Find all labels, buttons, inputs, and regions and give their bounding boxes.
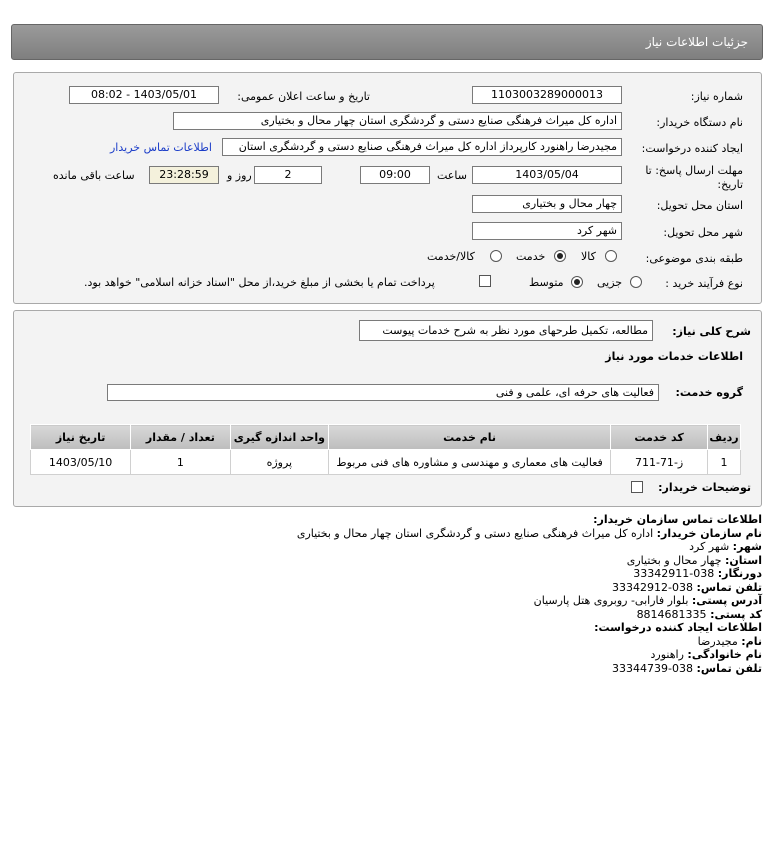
cell-name: فعالیت های معماری و مهندسی و مشاوره های فنی مربوط: [329, 450, 611, 475]
category-label: طبقه بندی موضوعی:: [645, 252, 743, 265]
col-code: کد خدمت: [611, 425, 708, 450]
deadline-time-field[interactable]: 09:00: [360, 166, 430, 184]
services-table: [30, 424, 741, 475]
creator-name-value: مجیدرضا: [697, 634, 738, 648]
col-qty: تعداد / مقدار: [131, 425, 230, 450]
need-number-label: شماره نیاز:: [690, 90, 743, 103]
creator-family-value: راهنورد: [650, 648, 684, 661]
services-heading: اطلاعات خدمات مورد نیاز: [605, 350, 743, 363]
cell-unit: پروژه: [230, 450, 328, 475]
contact-city-value: شهر کرد: [689, 540, 730, 553]
treasury-payment-checkbox[interactable]: [479, 275, 491, 287]
contact-org-label: نام سازمان خریدار:: [656, 526, 762, 540]
service-group-label: گروه خدمت:: [675, 386, 743, 399]
contact-fax-label: دورنگار:: [717, 567, 762, 580]
buyer-contact-link[interactable]: اطلاعات تماس خریدار: [110, 141, 212, 154]
contact-province-label: استان:: [725, 553, 762, 567]
category-service-label: خدمت: [516, 250, 546, 263]
page-title: جزئیات اطلاعات نیاز: [645, 35, 748, 49]
buyer-notes-checkbox[interactable]: [631, 481, 643, 493]
creator-label: ایجاد کننده درخواست:: [641, 142, 743, 155]
days-field[interactable]: 2: [254, 166, 322, 184]
category-goods-radio[interactable]: [605, 250, 617, 262]
remaining-time-field: 23:28:59: [149, 166, 219, 184]
deadline-label-date: تاریخ:: [717, 178, 743, 191]
contact-city-label: شهر:: [732, 540, 762, 553]
contact-phone-label: تلفن تماس:: [696, 580, 762, 594]
col-unit: واحد اندازه گیری: [230, 425, 328, 450]
contact-phone-value: 038-33342912: [612, 580, 694, 594]
cell-qty: 1: [131, 450, 230, 475]
cell-date: 1403/05/10: [31, 450, 131, 475]
creator-info-title: اطلاعات ایجاد کننده درخواست:: [594, 621, 762, 634]
table-row[interactable]: [31, 450, 741, 475]
process-medium-radio[interactable]: [571, 276, 583, 288]
city-field[interactable]: شهر کرد: [472, 222, 622, 240]
creator-name-label: نام:: [741, 634, 762, 648]
creator-family-label: نام خانوادگی:: [687, 648, 762, 661]
deadline-time-label: ساعت: [437, 169, 467, 182]
col-row: ردیف: [708, 425, 741, 450]
contact-fax-value: 038-33342911: [633, 567, 715, 580]
process-medium-label: متوسط: [529, 276, 564, 289]
cell-code: ز-71-711: [611, 450, 708, 475]
summary-field[interactable]: مطالعه، تکمیل طرحهای مورد نظر به شرح خدمات پیوست: [359, 320, 653, 341]
remaining-label: ساعت باقی مانده: [53, 169, 135, 182]
deadline-date-field[interactable]: 1403/05/04: [472, 166, 622, 184]
process-label: نوع فرآیند خرید :: [665, 277, 743, 290]
contact-postal-value: 8814681335: [636, 607, 707, 621]
announce-label: تاریخ و ساعت اعلان عمومی:: [237, 90, 370, 103]
summary-label: شرح کلی نیاز:: [672, 325, 751, 338]
need-number-field[interactable]: 1103003289000013: [472, 86, 622, 104]
city-label: شهر محل تحویل:: [663, 226, 743, 239]
buyer-notes-label: توضیحات خریدار:: [658, 481, 751, 494]
buyer-org-field[interactable]: اداره کل میراث فرهنگی صنایع دستی و گردشگری استان چهار محال و بختیاری: [173, 112, 622, 130]
col-name: نام خدمت: [329, 425, 611, 450]
province-label: استان محل تحویل:: [656, 199, 743, 212]
contact-address-label: آدرس پستی:: [691, 594, 762, 607]
creator-phone-value: 038-33344739: [612, 661, 694, 675]
announce-datetime-field[interactable]: 1403/05/01 - 08:02: [69, 86, 219, 104]
contact-org-value: اداره کل میراث فرهنگی صنایع دستی و گردشگری استان چهار محال و بختیاری: [296, 526, 654, 540]
services-table-header: [31, 425, 741, 450]
contact-province-value: چهار محال و بختیاری: [626, 553, 722, 567]
category-goods-service-radio[interactable]: [490, 250, 502, 262]
page-header: [11, 24, 763, 60]
contact-postal-label: کد پستی:: [710, 607, 762, 621]
category-goods-service-label: کالا/خدمت: [427, 250, 475, 263]
contact-info: [12, 513, 762, 675]
category-service-radio[interactable]: [554, 250, 566, 262]
service-group-field[interactable]: فعالیت های حرفه ای، علمی و فنی: [107, 384, 659, 401]
need-info-panel: [13, 72, 762, 304]
cell-row: 1: [708, 450, 741, 475]
process-minor-radio[interactable]: [630, 276, 642, 288]
contact-address-value: بلوار فارابی- روبروی هتل پارسیان: [533, 594, 689, 607]
process-minor-label: جزیی: [597, 276, 623, 289]
col-date: تاریخ نیاز: [31, 425, 131, 450]
buyer-org-label: نام دستگاه خریدار:: [656, 116, 743, 129]
province-field[interactable]: چهار محال و بختیاری: [472, 195, 622, 213]
deadline-label: مهلت ارسال پاسخ: تا: [645, 164, 743, 177]
days-label: روز و: [227, 169, 252, 182]
category-goods-label: کالا: [581, 250, 596, 263]
creator-field[interactable]: مجیدرضا راهنورد کارپرداز اداره کل میراث فرهنگی صنایع دستی و گردشگری استان: [222, 138, 622, 156]
contact-title: اطلاعات تماس سازمان خریدار:: [593, 513, 762, 526]
creator-phone-label: تلفن تماس:: [696, 661, 762, 675]
treasury-payment-text: پرداخت تمام یا بخشی از مبلغ خرید،از محل "اسناد خزانه اسلامی" خواهد بود.: [84, 276, 435, 289]
